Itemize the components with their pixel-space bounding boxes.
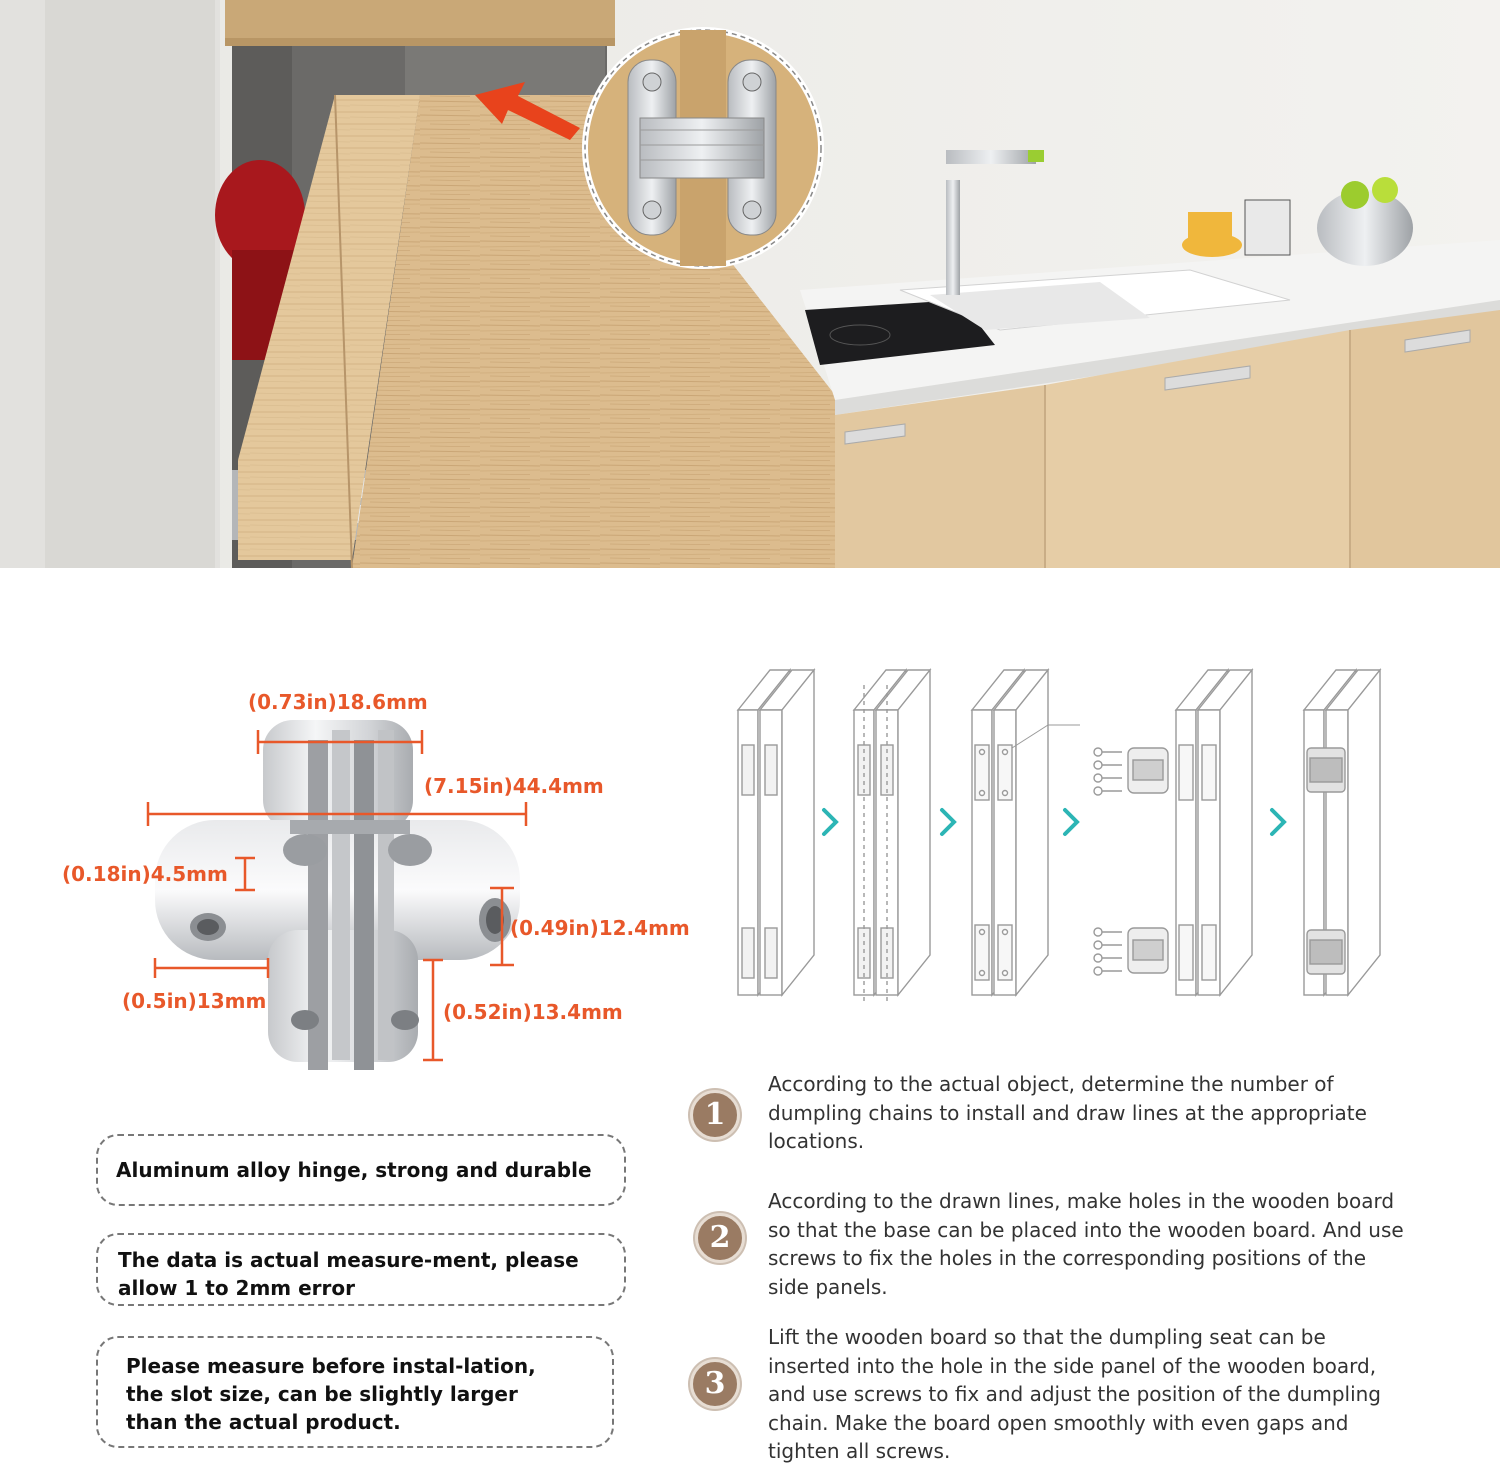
step-number-badge: 3 <box>690 1359 740 1409</box>
wing-thickness-label: (0.18in)4.5mm <box>62 862 228 886</box>
feature-text: Please measure before instal-lation, the slot size, can be slightly larger than the actual product. <box>126 1354 536 1434</box>
wing-length-label: (0.5in)13mm <box>122 989 267 1013</box>
kitchen-cabinet-photo <box>0 0 1500 568</box>
step-text: According to the drawn lines, make holes in the wooden board so that the base can be placed into the wooden board. And use screws to fix the holes in the corresponding positions of the side panels. <box>768 1189 1404 1299</box>
feature-text: The data is actual measure-ment, please allow 1 to 2mm error <box>118 1248 579 1300</box>
step-number-badge: 1 <box>690 1090 740 1140</box>
hinge-zoom-inset <box>585 30 821 266</box>
chevron-right-icon <box>942 810 954 834</box>
wing-height-label: (0.49in)12.4mm <box>510 916 690 940</box>
feature-box-measurement <box>96 1233 626 1306</box>
step-text: According to the actual object, determine the number of dumpling chains to install and draw lines at the appropriate locations. <box>768 1072 1367 1153</box>
feature-text: Aluminum alloy hinge, strong and durable <box>116 1158 592 1182</box>
top-width-label: (0.73in)18.6mm <box>248 690 428 714</box>
panel-pair-1 <box>738 670 814 995</box>
panel-pair-4 <box>1094 670 1252 995</box>
chevron-right-icon <box>1065 810 1077 834</box>
body-height-label: (0.52in)13.4mm <box>443 1000 623 1024</box>
panel-pair-2 <box>854 670 930 1005</box>
feature-box-installation <box>96 1336 614 1448</box>
panel-pair-5 <box>1304 670 1380 995</box>
total-length-label: (7.15in)44.4mm <box>424 774 604 798</box>
step-3 <box>690 1323 1410 1466</box>
hinge-dimensions-panel <box>50 680 710 1080</box>
step-1 <box>690 1070 1410 1166</box>
installation-diagram <box>730 660 1430 1010</box>
installation-steps-drawing <box>730 660 1430 1010</box>
step-number-badge: 2 <box>695 1213 745 1263</box>
step-2 <box>690 1187 1410 1307</box>
feature-box-material <box>96 1134 626 1206</box>
chevron-right-icon <box>824 810 836 834</box>
step-text: Lift the wooden board so that the dumpling seat can be inserted into the hole in the side panel of the wooden board, and use screws to fix and adjust the position of the dumpling chain. Make the board open smoothly with even gaps and tighten all screws. <box>768 1325 1381 1463</box>
kitchen-scene-illustration <box>0 0 1500 568</box>
chevron-right-icon <box>1272 810 1284 834</box>
